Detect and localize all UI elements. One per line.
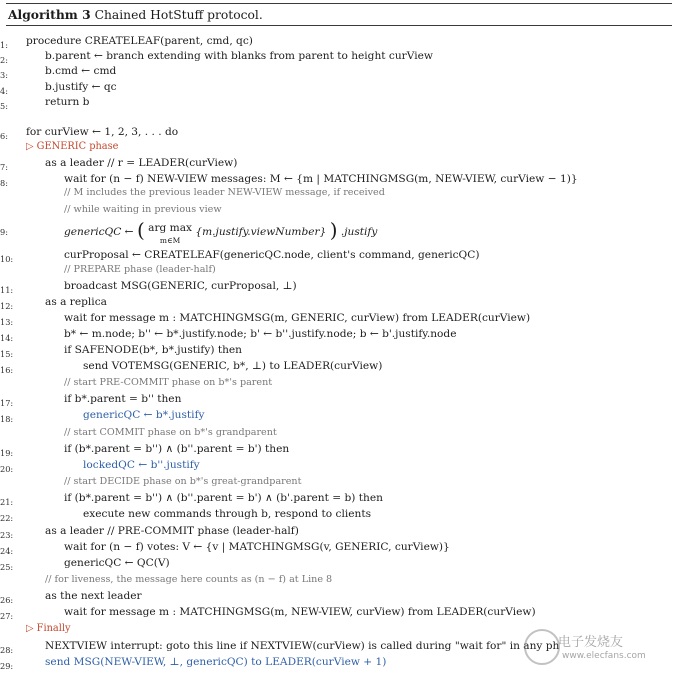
line-number: 18: [0,414,14,424]
algorithm-line: as a leader // PRE-COMMIT phase (leader-half) [45,525,299,537]
algorithm-line: as a replica [45,296,107,308]
caption-label: Algorithm 3 [8,7,91,22]
algorithm-line: b.parent ← branch extending with blanks from parent to height curView [45,50,433,62]
line-number: 9: [0,227,8,237]
algorithm-line: wait for (n − f) votes: V ← {v | MATCHINGMSG(v, GENERIC, curView)} [64,541,450,553]
line-number: 3: [0,70,8,80]
algorithm-line: as the next leader [45,590,142,602]
line-number: 26: [0,595,14,605]
line-number: 13: [0,317,14,327]
top-rule [6,3,672,4]
open-paren: ( [136,218,145,242]
algorithm-line: if SAFENODE(b*, b*.justify) then [64,344,243,356]
line-number: 10: [0,254,14,264]
algorithm-comment: // while waiting in previous view [64,204,222,215]
algorithm-line: NEXTVIEW interrupt: goto this line if NEXTVIEW(curView) is called during "wait for" in any ph [45,640,560,652]
algorithm-line: wait for message m : MATCHINGMSG(m, NEW-VIEW, curView) from LEADER(curView) [64,606,536,618]
line-number: 28: [0,645,14,655]
line-number: 29: [0,661,14,671]
algorithm-line: procedure CREATELEAF(parent, cmd, qc) [26,35,253,47]
algorithm-line: genericQC ← b*.justify [83,409,205,421]
algorithm-line: b.justify ← qc [45,81,117,93]
line9-tail: .justify [340,226,378,238]
line-number: 19: [0,448,14,458]
line-number: 24: [0,546,14,556]
algorithm-line: execute new commands through b, respond to clients [83,508,372,520]
algorithm-comment: // start COMMIT phase on b*'s grandparent [64,427,277,438]
line-number: 4: [0,86,8,96]
line-number: 25: [0,562,14,572]
caption-title: Chained HotStuff protocol. [94,8,263,22]
algorithm-comment: // M includes the previous leader NEW-VIEW message, if received [64,187,385,198]
close-paren: ) [329,218,338,242]
watermark-url: www.elecfans.com [562,651,646,661]
line-number: 1: [0,40,8,50]
algorithm-line: if b*.parent = b'' then [64,393,182,405]
algorithm-line: curProposal ← CREATELEAF(genericQC.node, client's command, genericQC) [64,249,480,261]
algorithm-line-9 [64,218,378,247]
algorithm-line: wait for message m : MATCHINGMSG(m, GENERIC, curView) from LEADER(curView) [64,312,531,324]
line-number: 27: [0,611,14,621]
line-number: 15: [0,349,14,359]
algorithm-line: if (b*.parent = b'') ∧ (b''.parent = b') ∧ (b'.parent = b) then [64,492,383,504]
line-number: 21: [0,497,14,507]
line-number: 5: [0,101,8,111]
phase-heading: ▷ GENERIC phase [26,141,119,152]
algorithm-line: lockedQC ← b''.justify [83,459,200,471]
algorithm-line: if (b*.parent = b'') ∧ (b''.parent = b') then [64,443,290,455]
line-number: 16: [0,365,14,375]
phase-heading: ▷ Finally [26,623,71,634]
algorithm-line: broadcast MSG(GENERIC, curProposal, ⊥) [64,280,297,292]
line-number: 20: [0,464,14,474]
algorithm-line: wait for (n − f) NEW-VIEW messages: M ← {m | MATCHINGMSG(m, NEW-VIEW, curView − 1)} [64,173,578,185]
argmax-set: {m.justify.viewNumber} [195,226,327,238]
line-number: 17: [0,398,14,408]
line-number: 12: [0,301,14,311]
algorithm-comment: // start PRE-COMMIT phase on b*'s parent [64,377,273,388]
watermark [522,627,672,673]
algorithm-comment: // start DECIDE phase on b*'s great-grandparent [64,476,302,487]
algorithm-caption [8,7,263,22]
algorithm-line: for curView ← 1, 2, 3, . . . do [26,126,179,138]
line-number: 8: [0,178,8,188]
algorithm-line: genericQC ← QC(V) [64,557,170,569]
argmax-subscript: m∈M [159,236,181,245]
algorithm-line: send MSG(NEW-VIEW, ⊥, genericQC) to LEADER(curView + 1) [45,656,387,668]
line-number: 11: [0,285,14,295]
argmax-operator: arg max [148,222,193,234]
line9-lhs: genericQC ← [64,226,134,238]
line-number: 23: [0,530,14,540]
watermark-text: 电子发烧友 [558,635,624,650]
algorithm-line: send VOTEMSG(GENERIC, b*, ⊥) to LEADER(curView) [83,360,383,372]
line-number: 14: [0,333,14,343]
algorithm-line: b.cmd ← cmd [45,65,117,77]
algorithm-line: as a leader // r = LEADER(curView) [45,157,238,169]
algorithm-comment: // for liveness, the message here counts as (n − f) at Line 8 [45,574,333,585]
algorithm-line: b* ← m.node; b'' ← b*.justify.node; b' ← b''.justify.node; b ← b'.justify.node [64,328,457,340]
line-number: 22: [0,513,14,523]
caption-rule [6,25,672,26]
algorithm-line: return b [45,96,90,108]
algorithm-comment: // PREPARE phase (leader-half) [64,264,216,275]
line-number: 2: [0,55,8,65]
line-number: 6: [0,131,8,141]
line-number: 7: [0,162,8,172]
watermark-logo-icon [524,629,560,665]
